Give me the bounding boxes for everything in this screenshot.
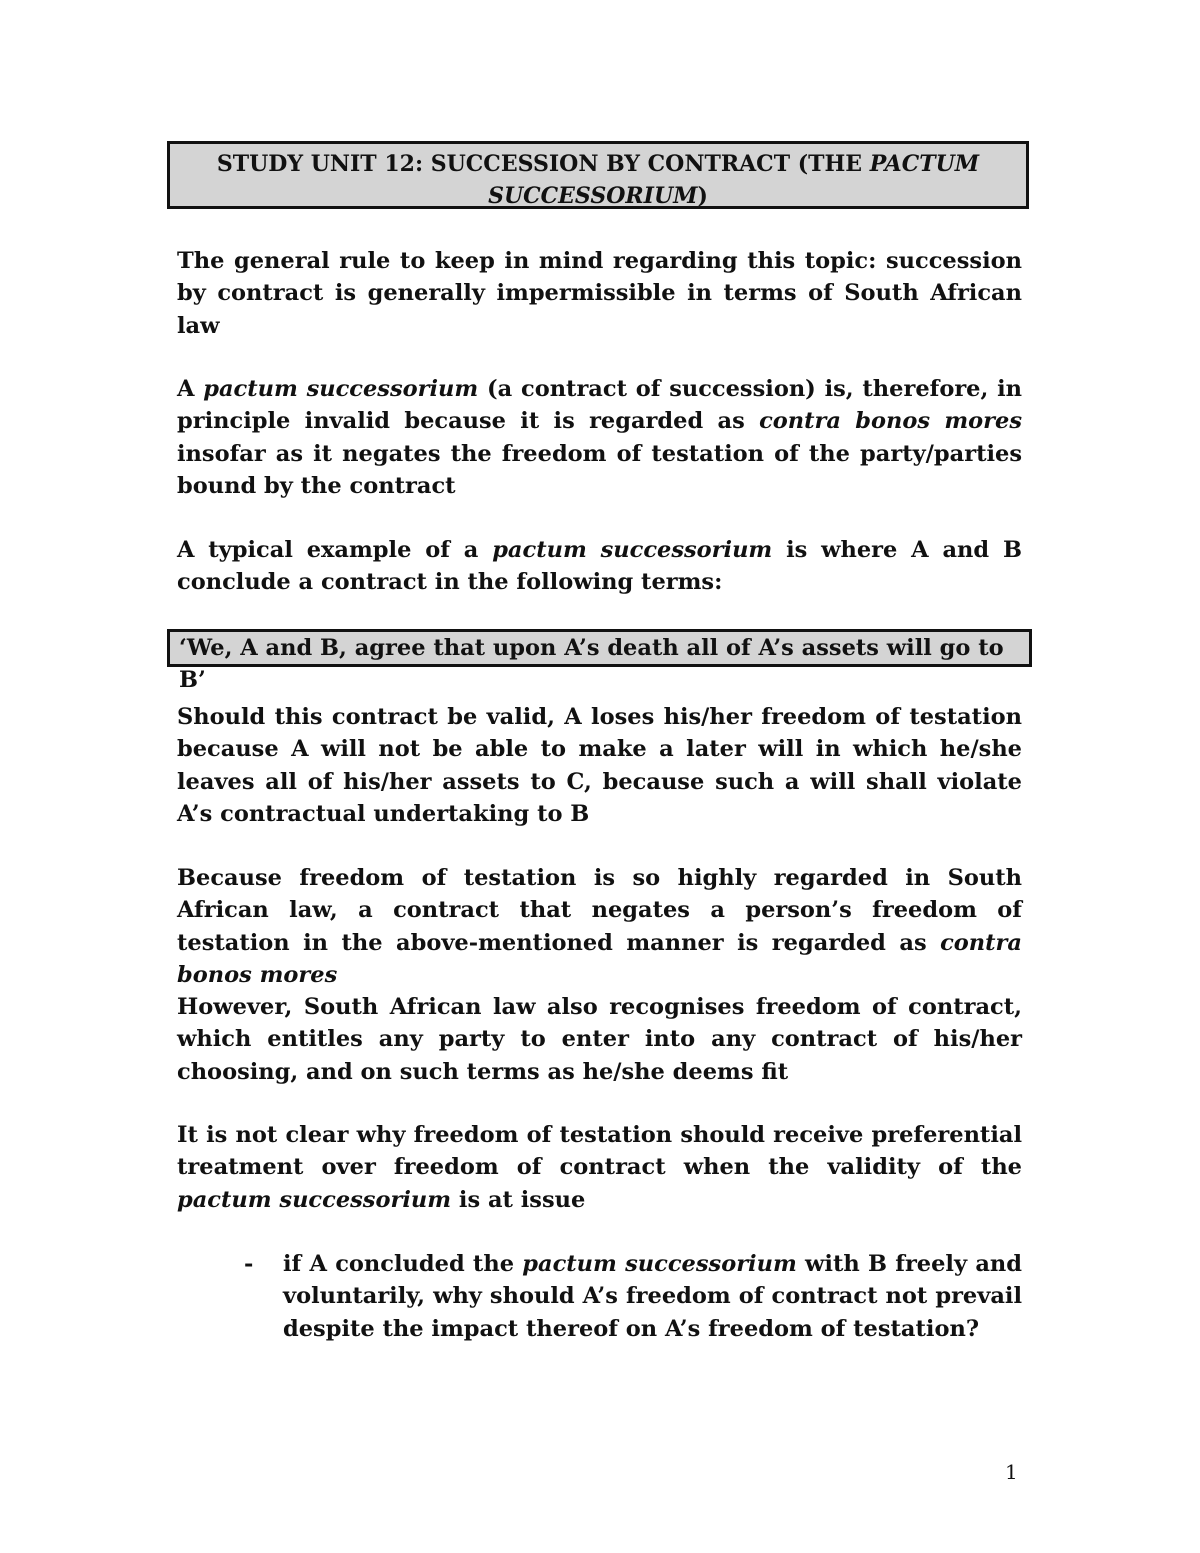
title-close-paren: ) [697, 183, 708, 209]
title-text: STUDY UNIT 12: SUCCESSION BY CONTRACT (THE [216, 151, 870, 177]
italic-term: pactum successorium [203, 376, 479, 402]
italic-term: pactum successorium [522, 1251, 797, 1277]
paragraph-text: Should this contract be valid, A loses his/her freedom of testation because A will not be able to make a later will in which he/she leaves all of his/her assets to C, because such a will shall violate A’s contractual undertaking to B [177, 704, 1022, 827]
italic-term: contra bonos mores [759, 408, 1022, 435]
paragraph-text: The general rule to keep in mind regarding this topic: succession by contract is generally impermissible in terms of South African law [177, 248, 1022, 339]
bullet-text: if A concluded the [283, 1251, 523, 1277]
paragraph-typical-example [177, 534, 1022, 599]
italic-term: contra bonos mores [177, 929, 1022, 988]
italic-term: pactum successorium [177, 1186, 452, 1213]
paragraph-text: However, South African law also recognises freedom of contract, which entitles any party to enter into any contract of his/her choosing, and on such terms as he/she deems fit [177, 994, 1022, 1085]
paragraph-text: Because freedom of testation is so highly regarded in South African law, a contract that negates a person’s freedom of testation in the above-mentioned manner is regarded as [177, 865, 1022, 956]
paragraph-pactum-invalid [177, 373, 1022, 502]
paragraph-freedom-of-contract [177, 991, 1022, 1088]
title-italic-text: PACTUM SUCCESSORIUM [488, 151, 980, 209]
quote-text: ‘We, A and B, agree that upon A’s death all of A’s assets will go to B’ [179, 635, 1004, 693]
bullet-text: with B freely and voluntarily, why should A’s freedom of contract not prevail despite the impact thereof on A’s freedom of testation? [283, 1251, 1022, 1342]
paragraph-text: is where A and B conclude a contract in the following terms: [177, 537, 1022, 596]
italic-term: pactum successorium [492, 537, 773, 563]
contract-quote-box [167, 629, 1032, 693]
bullet-item [283, 1248, 1022, 1345]
bullet-marker: - [244, 1251, 254, 1277]
paragraph-text: A typical example of a [177, 537, 493, 563]
paragraph-general-rule [177, 245, 1022, 342]
paragraph-loses-freedom [177, 701, 1022, 830]
study-unit-title [167, 141, 1029, 209]
paragraph-text: insofar as it negates the freedom of testation of the party/parties bound by the contract [177, 440, 1022, 499]
paragraph-highly-regarded [177, 862, 1022, 991]
paragraph-text: A [177, 376, 204, 402]
paragraph-not-clear [177, 1119, 1022, 1216]
paragraph-text: is at issue [451, 1186, 586, 1213]
page-number: 1 [1005, 1460, 1018, 1484]
paragraph-text: (a contract of succession) is, therefore, in principle invalid because it is regarded as [177, 376, 1023, 435]
paragraph-text: It is not clear why freedom of testation should receive preferential treatment over freedom of contract when the validity of the [177, 1122, 1022, 1181]
